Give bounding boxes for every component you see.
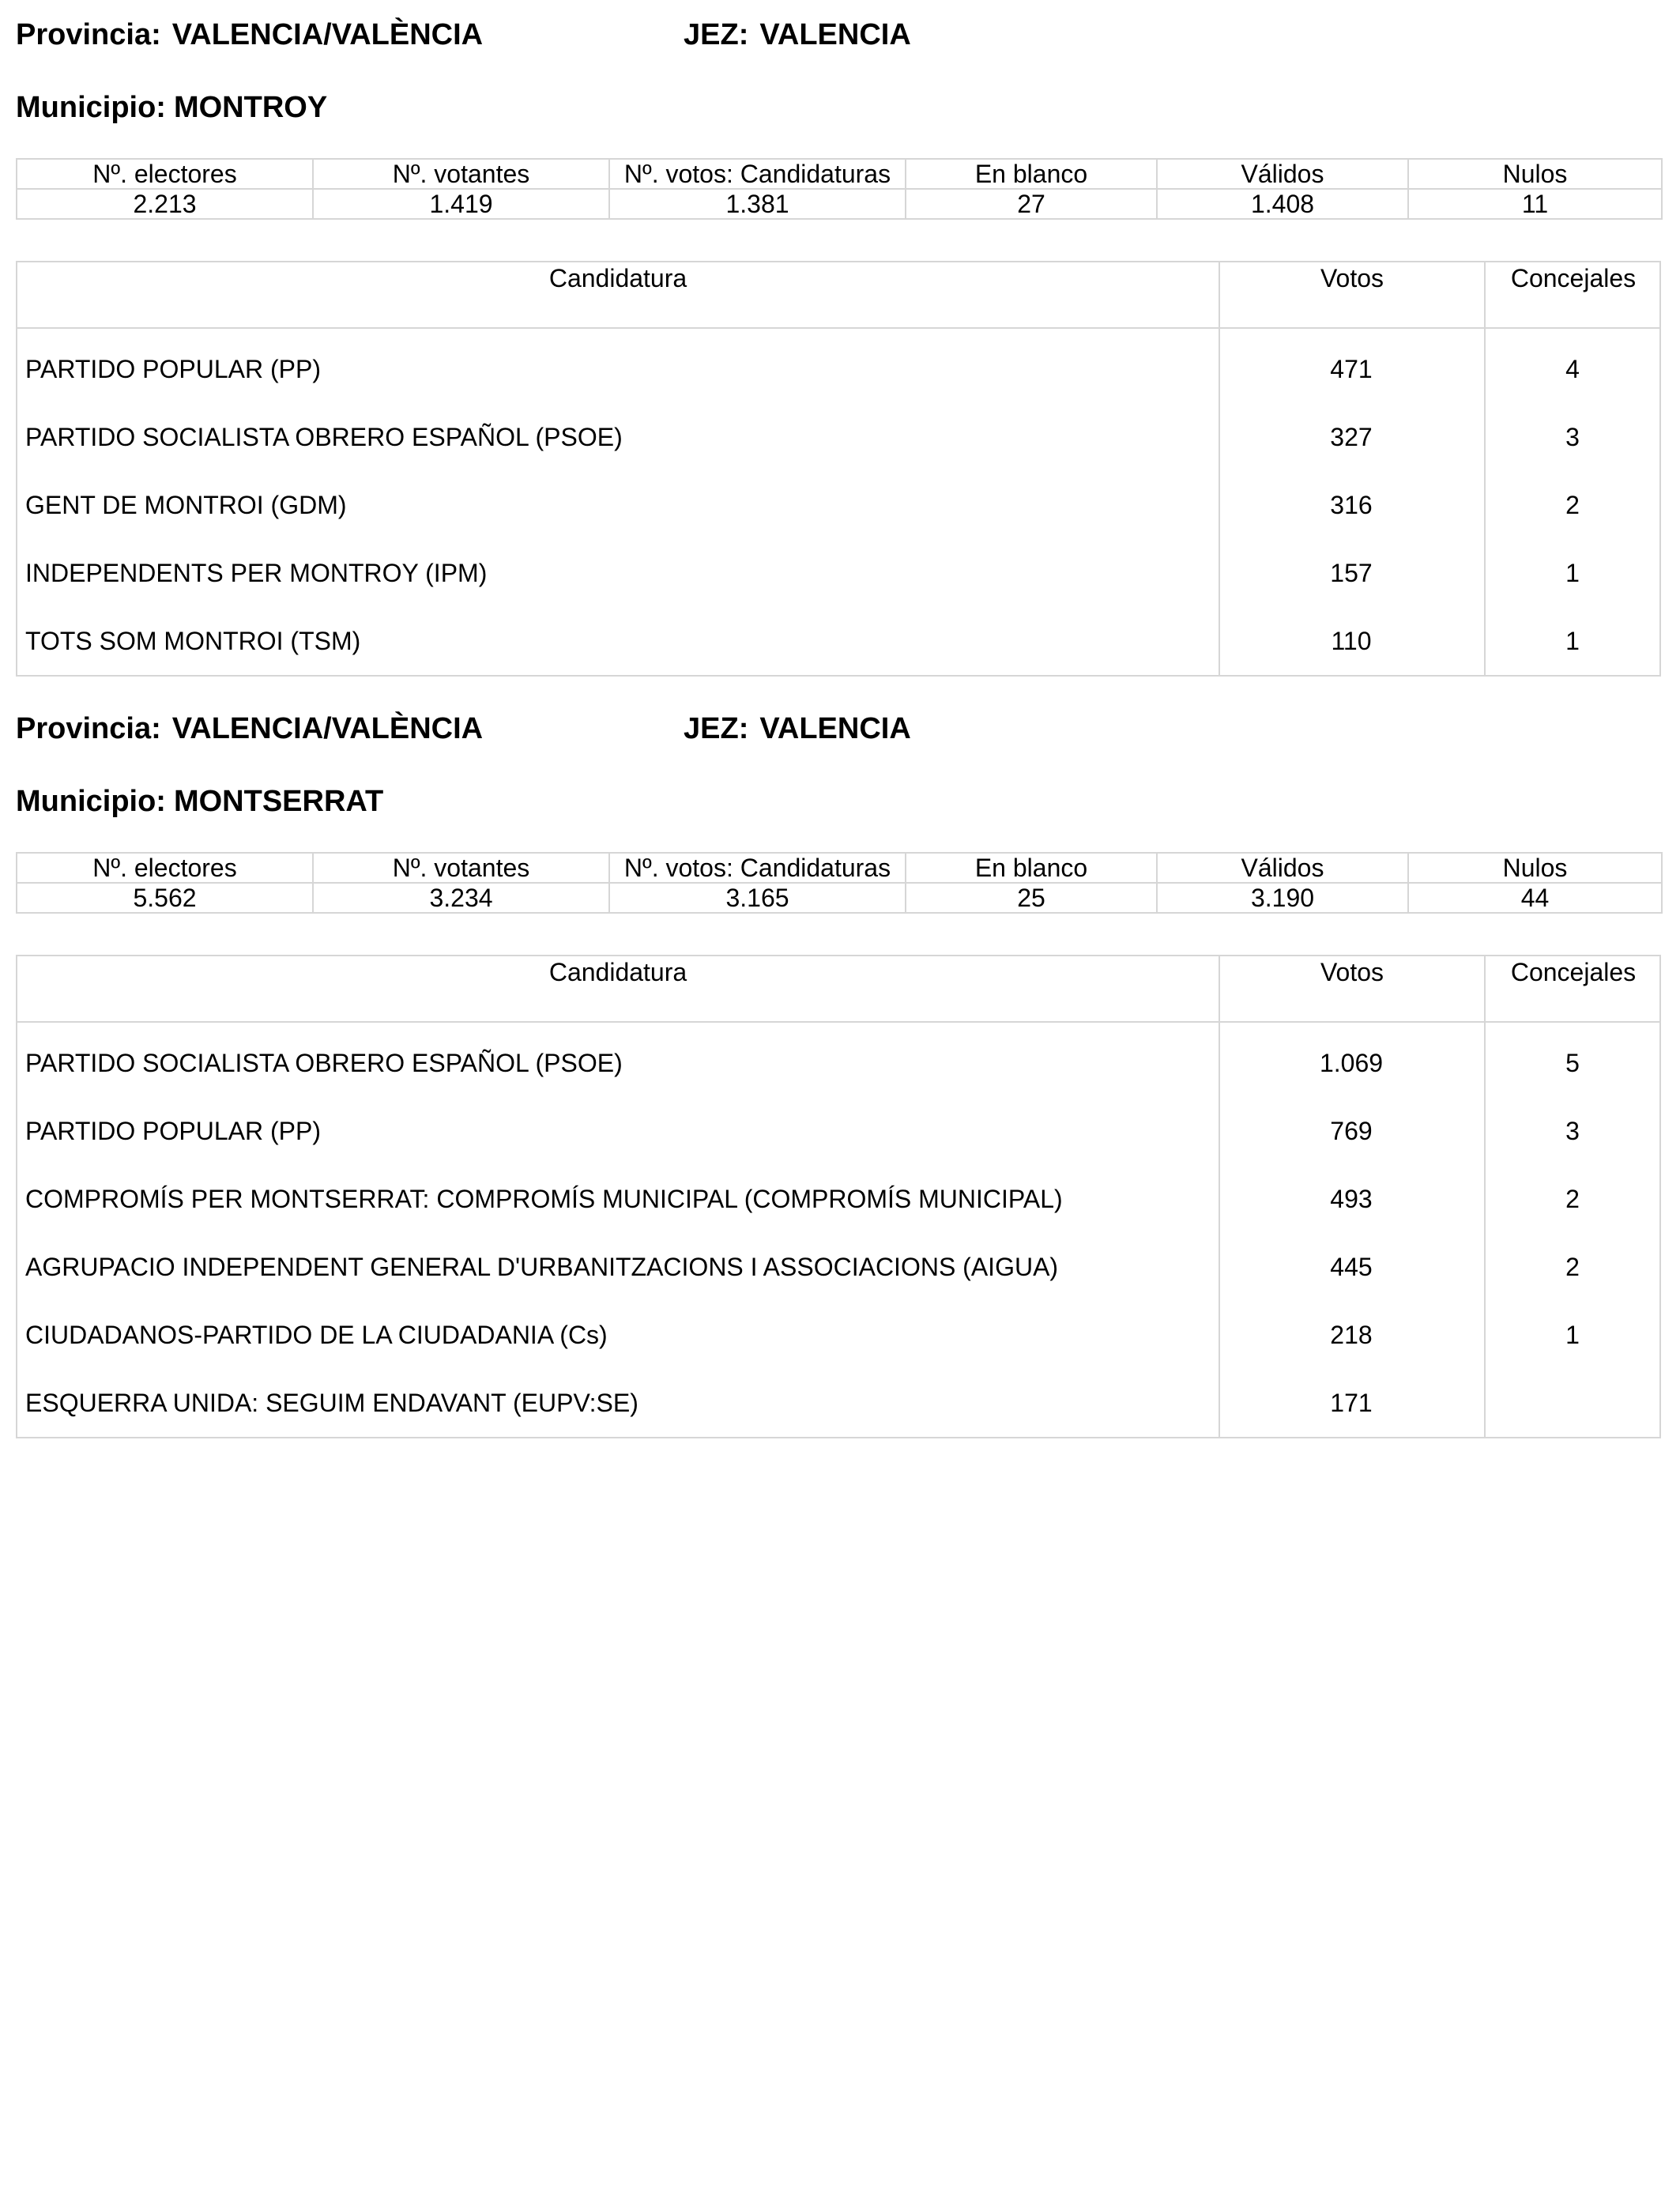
candidate-votos: 316 [1330,491,1373,519]
summary-value-cell: 11 [1408,189,1662,219]
header-candidatura: Candidatura [548,958,687,986]
candidate-name: GENT DE MONTROI (GDM) [25,491,347,519]
summary-header-cell: Nulos [1408,853,1662,883]
candidate-votos: 157 [1330,559,1373,587]
header-concejales: Concejales [1484,956,1661,1021]
candidate-votos: 769 [1330,1117,1373,1145]
summary-value-cell: 2.213 [17,189,313,219]
summary-value-cell: 1.381 [609,189,906,219]
candidate-name: PARTIDO SOCIALISTA OBRERO ESPAÑOL (PSOE) [25,423,623,451]
candidate-votos: 445 [1330,1253,1373,1281]
jez-label: JEZ: [684,18,749,51]
summary-value-cell: 1.419 [313,189,609,219]
candidates-table [16,261,1661,677]
candidate-concejales: 1 [1565,627,1580,655]
summary-header-cell: Nº. electores [17,853,313,883]
candidate-concejales: 1 [1565,559,1580,587]
candidate-row [17,1097,1659,1165]
candidate-row [17,1165,1659,1233]
candidates-header-row [17,262,1659,329]
summary-table [16,158,1663,220]
candidates-body [17,329,1659,675]
summary-value-cell: 27 [906,189,1157,219]
summary-value-cell: 3.234 [313,883,609,913]
candidate-name: PARTIDO POPULAR (PP) [25,1117,321,1145]
candidate-votos: 327 [1330,423,1373,451]
candidate-votos: 493 [1330,1185,1373,1213]
candidate-row [17,1301,1659,1369]
candidate-name: COMPROMÍS PER MONTSERRAT: COMPROMÍS MUNICIPAL (COMPROMÍS MUNICIPAL) [25,1185,1063,1213]
summary-header-cell: Nº. votantes [313,853,609,883]
summary-header-cell: Válidos [1157,159,1408,189]
summary-value-row [17,189,1662,219]
candidate-name: PARTIDO POPULAR (PP) [25,355,321,383]
candidate-row [17,335,1659,403]
summary-header-cell: Nº. votos: Candidaturas [609,159,906,189]
summary-value-cell: 5.562 [17,883,313,913]
candidate-concejales: 2 [1565,1253,1580,1281]
candidate-concejales: 3 [1565,1117,1580,1145]
municipality-block-montserrat [16,711,1661,1438]
summary-header-row [17,853,1662,883]
summary-value-cell: 3.190 [1157,883,1408,913]
provincia-label: Provincia: [16,712,161,745]
summary-header-cell: Nº. votantes [313,159,609,189]
jez-label: JEZ: [684,712,749,745]
candidate-concejales: 1 [1565,1321,1580,1349]
candidate-name: INDEPENDENTS PER MONTROY (IPM) [25,559,488,587]
provincia-value: VALENCIA/VALÈNCIA [171,712,484,745]
candidate-votos: 110 [1331,627,1372,655]
candidate-votos: 1.069 [1319,1049,1384,1077]
candidate-concejales: 2 [1565,1185,1580,1213]
municipio-header [16,784,383,819]
candidate-concejales [1484,1369,1661,1437]
header-candidatura: Candidatura [548,264,687,292]
candidate-row [17,607,1659,675]
candidates-header-row [17,956,1659,1023]
candidate-concejales: 2 [1565,491,1580,519]
candidate-concejales: 3 [1565,423,1580,451]
candidate-row [17,1369,1659,1437]
summary-value-cell: 1.408 [1157,189,1408,219]
candidates-body [17,1023,1659,1437]
municipio-header [16,90,327,125]
provincia-header [16,711,1661,746]
candidate-name: ESQUERRA UNIDA: SEGUIM ENDAVANT (EUPV:SE) [25,1389,638,1417]
summary-value-cell: 25 [906,883,1157,913]
header-concejales: Concejales [1484,262,1661,327]
candidate-concejales: 4 [1565,355,1580,383]
candidate-concejales: 5 [1565,1049,1580,1077]
header-votos: Votos [1219,262,1484,327]
candidate-row [17,539,1659,607]
municipio-label: Municipio: [16,785,166,818]
candidate-row [17,1233,1659,1301]
municipio-value: MONTSERRAT [173,785,384,818]
candidate-name: PARTIDO SOCIALISTA OBRERO ESPAÑOL (PSOE) [25,1049,623,1077]
provincia-header [16,17,1661,52]
summary-header-row [17,159,1662,189]
candidate-row [17,403,1659,471]
candidate-name: CIUDADANOS-PARTIDO DE LA CIUDADANIA (Cs) [25,1321,608,1349]
summary-header-cell: En blanco [906,159,1157,189]
jez-header [684,17,911,52]
summary-header-cell: Nº. votos: Candidaturas [609,853,906,883]
candidate-votos: 171 [1330,1389,1373,1417]
summary-value-row [17,883,1662,913]
municipio-value: MONTROY [173,91,328,124]
summary-value-cell: 44 [1408,883,1662,913]
summary-value-cell: 3.165 [609,883,906,913]
candidates-table [16,955,1661,1438]
candidate-row [17,1029,1659,1097]
header-votos: Votos [1219,956,1484,1021]
summary-header-cell: Nº. electores [17,159,313,189]
summary-table [16,852,1663,914]
candidate-row [17,471,1659,539]
provincia-label: Provincia: [16,18,161,51]
summary-header-cell: Válidos [1157,853,1408,883]
municipio-label: Municipio: [16,91,166,124]
jez-value: VALENCIA [759,18,911,51]
candidate-votos: 218 [1330,1321,1373,1349]
jez-header [684,711,911,746]
summary-header-cell: En blanco [906,853,1157,883]
municipality-block-montroy [16,17,1661,665]
candidate-name: AGRUPACIO INDEPENDENT GENERAL D'URBANITZACIONS I ASSOCIACIONS (AIGUA) [25,1253,1059,1281]
summary-header-cell: Nulos [1408,159,1662,189]
candidate-votos: 471 [1330,355,1373,383]
jez-value: VALENCIA [759,712,911,745]
provincia-value: VALENCIA/VALÈNCIA [171,18,484,51]
candidate-name: TOTS SOM MONTROI (TSM) [25,627,361,655]
